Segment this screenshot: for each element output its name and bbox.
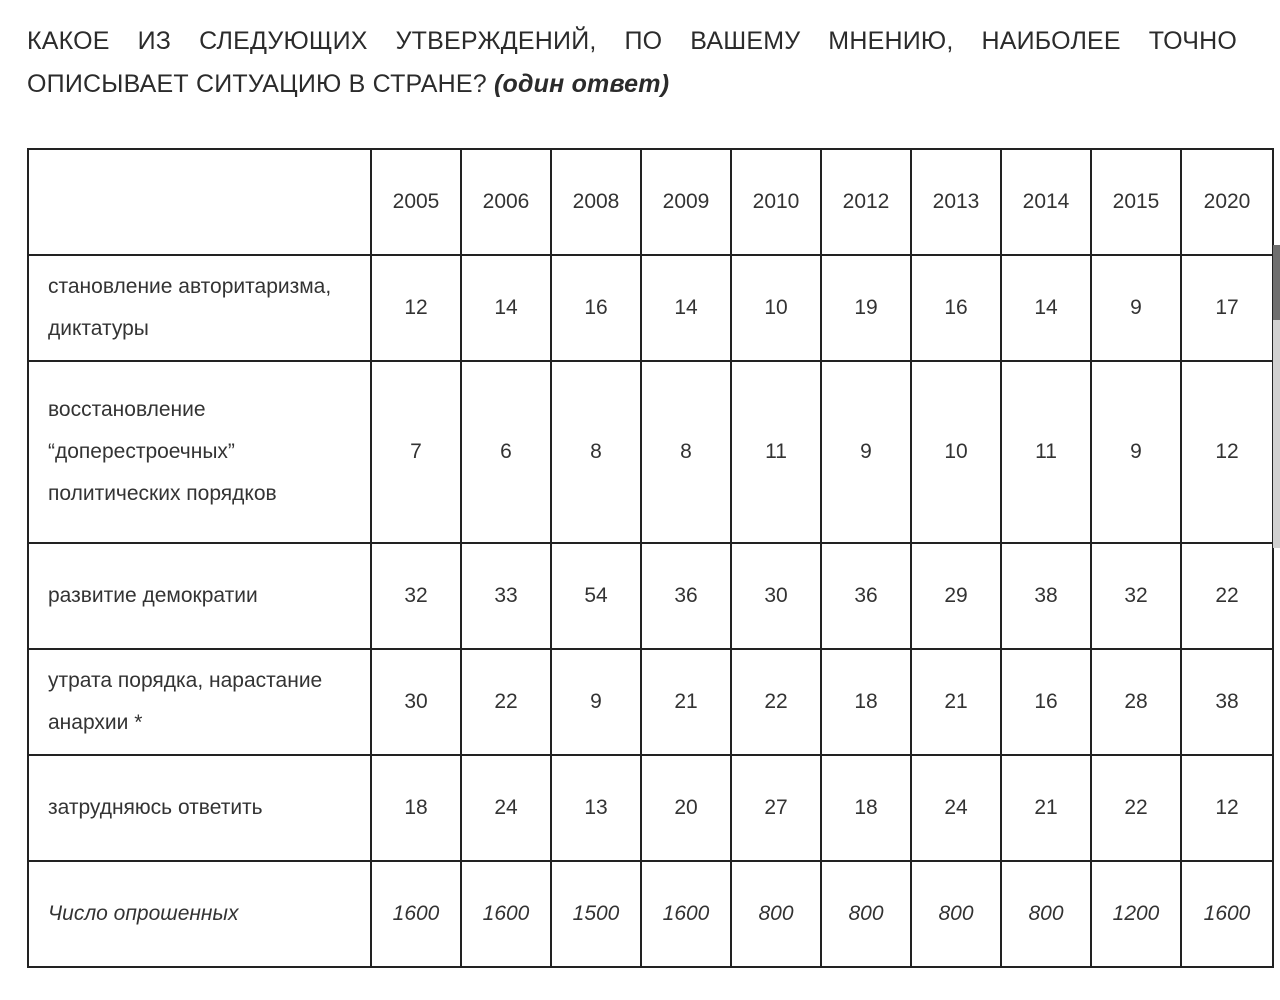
total-cell: 800 xyxy=(911,861,1001,967)
value-cell: 30 xyxy=(371,649,461,755)
year-header: 2020 xyxy=(1181,149,1273,255)
value-cell: 36 xyxy=(641,543,731,649)
table-row xyxy=(28,755,1273,861)
value-cell: 22 xyxy=(1091,755,1181,861)
value-cell: 22 xyxy=(1181,543,1273,649)
year-header: 2010 xyxy=(731,149,821,255)
value-cell: 8 xyxy=(641,361,731,543)
value-cell: 9 xyxy=(821,361,911,543)
header-row xyxy=(28,149,1273,255)
row-label: утрата порядка, нарастание анархии * xyxy=(28,649,371,755)
value-cell: 22 xyxy=(731,649,821,755)
value-cell: 18 xyxy=(371,755,461,861)
survey-table xyxy=(27,148,1274,968)
total-cell: 1500 xyxy=(551,861,641,967)
value-cell: 11 xyxy=(1001,361,1091,543)
value-cell: 10 xyxy=(731,255,821,361)
total-cell: 1600 xyxy=(1181,861,1273,967)
value-cell: 29 xyxy=(911,543,1001,649)
value-cell: 38 xyxy=(1001,543,1091,649)
value-cell: 18 xyxy=(821,649,911,755)
value-cell: 8 xyxy=(551,361,641,543)
total-cell: 800 xyxy=(1001,861,1091,967)
value-cell: 30 xyxy=(731,543,821,649)
row-label: развитие демократии xyxy=(28,543,371,649)
value-cell: 20 xyxy=(641,755,731,861)
value-cell: 12 xyxy=(371,255,461,361)
year-header: 2008 xyxy=(551,149,641,255)
value-cell: 16 xyxy=(551,255,641,361)
year-header: 2006 xyxy=(461,149,551,255)
question-text: КАКОЕ ИЗ СЛЕДУЮЩИХ УТВЕРЖДЕНИЙ, ПО ВАШЕМУ МНЕНИЮ, НАИБОЛЕЕ ТОЧНО ОПИСЫВАЕТ СИТУАЦИЮ В СТРАНЕ? xyxy=(27,27,1237,98)
total-cell: 800 xyxy=(821,861,911,967)
row-label: затрудняюсь ответить xyxy=(28,755,371,861)
value-cell: 10 xyxy=(911,361,1001,543)
value-cell: 16 xyxy=(1001,649,1091,755)
value-cell: 21 xyxy=(911,649,1001,755)
value-cell: 22 xyxy=(461,649,551,755)
table-row xyxy=(28,649,1273,755)
total-cell: 1600 xyxy=(461,861,551,967)
question-hint: (один ответ) xyxy=(494,70,670,98)
value-cell: 12 xyxy=(1181,755,1273,861)
value-cell: 36 xyxy=(821,543,911,649)
value-cell: 54 xyxy=(551,543,641,649)
value-cell: 18 xyxy=(821,755,911,861)
value-cell: 13 xyxy=(551,755,641,861)
value-cell: 27 xyxy=(731,755,821,861)
value-cell: 9 xyxy=(1091,255,1181,361)
value-cell: 9 xyxy=(1091,361,1181,543)
value-cell: 24 xyxy=(461,755,551,861)
value-cell: 32 xyxy=(371,543,461,649)
year-header: 2013 xyxy=(911,149,1001,255)
table-row xyxy=(28,361,1273,543)
scrollbar-track[interactable] xyxy=(1273,320,1280,548)
value-cell: 38 xyxy=(1181,649,1273,755)
value-cell: 6 xyxy=(461,361,551,543)
value-cell: 21 xyxy=(1001,755,1091,861)
row-label: становление авторитаризма, диктатуры xyxy=(28,255,371,361)
total-cell: 1600 xyxy=(641,861,731,967)
value-cell: 19 xyxy=(821,255,911,361)
value-cell: 11 xyxy=(731,361,821,543)
table-row xyxy=(28,543,1273,649)
total-row xyxy=(28,861,1273,967)
total-cell: 1200 xyxy=(1091,861,1181,967)
year-header: 2009 xyxy=(641,149,731,255)
total-cell: 1600 xyxy=(371,861,461,967)
value-cell: 16 xyxy=(911,255,1001,361)
year-header: 2012 xyxy=(821,149,911,255)
value-cell: 9 xyxy=(551,649,641,755)
value-cell: 7 xyxy=(371,361,461,543)
value-cell: 24 xyxy=(911,755,1001,861)
value-cell: 14 xyxy=(461,255,551,361)
row-label: восстановление “доперестроечных” политических порядков xyxy=(28,361,371,543)
value-cell: 12 xyxy=(1181,361,1273,543)
value-cell: 21 xyxy=(641,649,731,755)
corner-cell xyxy=(28,149,371,255)
year-header: 2005 xyxy=(371,149,461,255)
value-cell: 33 xyxy=(461,543,551,649)
value-cell: 32 xyxy=(1091,543,1181,649)
value-cell: 28 xyxy=(1091,649,1181,755)
value-cell: 17 xyxy=(1181,255,1273,361)
value-cell: 14 xyxy=(1001,255,1091,361)
total-label: Число опрошенных xyxy=(28,861,371,967)
total-cell: 800 xyxy=(731,861,821,967)
scrollbar-thumb[interactable] xyxy=(1273,245,1280,320)
value-cell: 14 xyxy=(641,255,731,361)
question-heading xyxy=(27,20,1237,106)
table-row xyxy=(28,255,1273,361)
year-header: 2014 xyxy=(1001,149,1091,255)
year-header: 2015 xyxy=(1091,149,1181,255)
